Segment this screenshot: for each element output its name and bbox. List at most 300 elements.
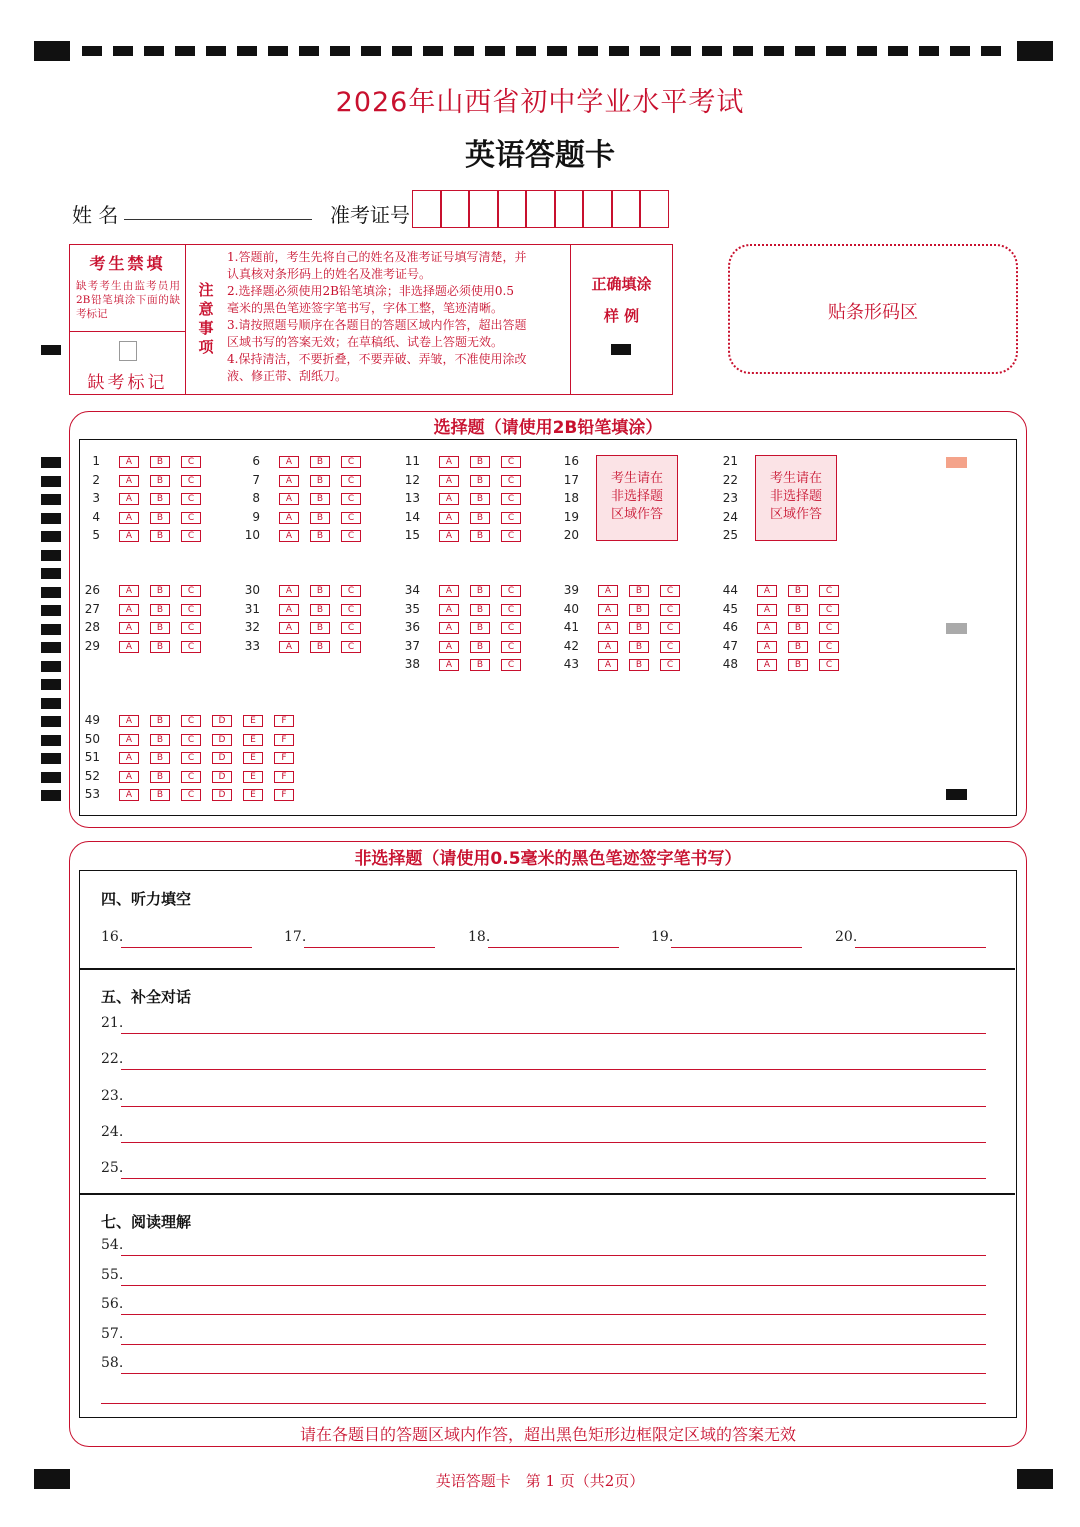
id-digit-box[interactable] xyxy=(441,190,470,228)
timing-dash xyxy=(609,46,629,56)
option-bubble-a[interactable]: A xyxy=(598,622,618,634)
option-bubble-f[interactable]: F xyxy=(274,789,294,801)
answer-blank-16[interactable] xyxy=(121,947,252,948)
answer-line-54[interactable] xyxy=(121,1255,986,1256)
option-bubble-b[interactable]: B xyxy=(470,604,490,616)
answer-line-57[interactable] xyxy=(121,1344,986,1345)
option-bubble-b[interactable]: B xyxy=(310,585,330,597)
option-bubble-b[interactable]: B xyxy=(470,530,490,542)
option-bubble-a[interactable]: A xyxy=(279,604,299,616)
line-number: 25. xyxy=(101,1160,124,1177)
option-bubble-a[interactable]: A xyxy=(119,585,139,597)
question-number: 20 xyxy=(563,528,579,542)
blank-number: 17. xyxy=(284,929,307,945)
left-timing-mark xyxy=(41,661,61,672)
timing-dash xyxy=(795,46,815,56)
option-bubble-a[interactable]: A xyxy=(119,456,139,468)
option-bubble-a[interactable]: A xyxy=(279,456,299,468)
name-label: 姓 名 xyxy=(72,203,119,227)
option-bubble-b[interactable]: B xyxy=(150,604,170,616)
part5-title: 五、补全对话 xyxy=(101,988,192,1006)
option-bubble-b[interactable]: B xyxy=(310,641,330,653)
option-bubble-b[interactable]: B xyxy=(150,715,170,727)
option-bubble-b[interactable]: B xyxy=(470,585,490,597)
option-bubble-b[interactable]: B xyxy=(470,659,490,671)
left-timing-mark xyxy=(41,587,61,598)
question-number: 33 xyxy=(244,639,260,653)
question-number: 7 xyxy=(252,473,260,487)
option-bubble-e[interactable]: E xyxy=(243,734,263,746)
no-answer-zone: 考生请在 非选择题 区域作答 xyxy=(755,455,837,541)
option-bubble-c[interactable]: C xyxy=(181,734,201,746)
option-bubble-a[interactable]: A xyxy=(439,456,459,468)
exam-title: 2026年山西省初中学业水平考试 xyxy=(335,87,745,118)
option-bubble-e[interactable]: E xyxy=(243,771,263,783)
answer-blank-19[interactable] xyxy=(671,947,802,948)
option-bubble-a[interactable]: A xyxy=(119,752,139,764)
question-number: 15 xyxy=(404,528,420,542)
answer-line-25[interactable] xyxy=(121,1178,986,1179)
option-bubble-c[interactable]: C xyxy=(341,493,361,505)
option-bubble-a[interactable]: A xyxy=(119,715,139,727)
id-digit-box[interactable] xyxy=(498,190,527,228)
option-bubble-c[interactable]: C xyxy=(181,585,201,597)
timing-dash xyxy=(547,46,567,56)
part4-title: 四、听力填空 xyxy=(101,890,192,908)
option-bubble-e[interactable]: E xyxy=(243,752,263,764)
option-bubble-c[interactable]: C xyxy=(501,659,521,671)
blank-number: 20. xyxy=(835,929,858,945)
option-bubble-a[interactable]: A xyxy=(439,641,459,653)
option-bubble-b[interactable]: B xyxy=(470,456,490,468)
question-number: 18 xyxy=(563,491,579,505)
option-bubble-c[interactable]: C xyxy=(660,659,680,671)
timing-dash xyxy=(268,46,288,56)
option-bubble-a[interactable]: A xyxy=(439,530,459,542)
line-number: 24. xyxy=(101,1123,124,1140)
left-timing-mark xyxy=(41,753,61,764)
option-bubble-c[interactable]: C xyxy=(181,475,201,487)
id-digit-box[interactable] xyxy=(583,190,612,228)
option-bubble-c[interactable]: C xyxy=(501,641,521,653)
blank-number: 16. xyxy=(101,929,124,945)
option-bubble-b[interactable]: B xyxy=(150,789,170,801)
option-bubble-b[interactable]: B xyxy=(470,622,490,634)
part7-title: 七、阅读理解 xyxy=(101,1213,192,1231)
answer-blank-17[interactable] xyxy=(304,947,435,948)
option-bubble-b[interactable]: B xyxy=(470,641,490,653)
option-bubble-a[interactable]: A xyxy=(439,622,459,634)
forbidden-title: 考生禁填 xyxy=(89,254,166,273)
timing-dash xyxy=(950,46,970,56)
question-number: 28 xyxy=(84,620,100,634)
left-timing-mark xyxy=(41,494,61,505)
option-bubble-a[interactable]: A xyxy=(598,641,618,653)
option-bubble-c[interactable]: C xyxy=(501,585,521,597)
option-bubble-c[interactable]: C xyxy=(660,585,680,597)
question-number: 6 xyxy=(252,454,260,468)
line-number: 58. xyxy=(101,1355,124,1371)
question-number: 49 xyxy=(84,713,100,727)
page-footer: 英语答题卡 第 1 页（共2页） xyxy=(435,1472,645,1490)
option-bubble-a[interactable]: A xyxy=(119,641,139,653)
question-number: 39 xyxy=(563,583,579,597)
timing-dash xyxy=(640,46,660,56)
option-bubble-c[interactable]: C xyxy=(501,475,521,487)
option-bubble-b[interactable]: B xyxy=(629,641,649,653)
question-number: 35 xyxy=(404,602,420,616)
option-bubble-b[interactable]: B xyxy=(150,752,170,764)
question-number: 1 xyxy=(92,454,100,468)
answer-line-23[interactable] xyxy=(121,1106,986,1107)
forbidden-note: 缺考考生由监考员用2B铅笔填涂下面的缺考标记 xyxy=(76,280,180,320)
option-bubble-c[interactable]: C xyxy=(181,604,201,616)
question-number: 12 xyxy=(404,473,420,487)
question-number: 17 xyxy=(563,473,579,487)
option-bubble-c[interactable]: C xyxy=(501,512,521,524)
timing-dash xyxy=(981,46,1001,56)
option-bubble-c[interactable]: C xyxy=(341,475,361,487)
question-number: 13 xyxy=(404,491,420,505)
option-bubble-a[interactable]: A xyxy=(439,512,459,524)
question-number: 48 xyxy=(722,657,738,671)
question-number: 51 xyxy=(84,750,100,764)
timing-dash xyxy=(392,46,412,56)
option-bubble-a[interactable]: A xyxy=(439,493,459,505)
question-number: 14 xyxy=(404,510,420,524)
option-bubble-a[interactable]: A xyxy=(119,530,139,542)
option-bubble-b[interactable]: B xyxy=(150,456,170,468)
question-number: 23 xyxy=(722,491,738,505)
timing-dash-row xyxy=(82,46,1004,56)
blank-number: 19. xyxy=(651,929,674,945)
question-number: 44 xyxy=(722,583,738,597)
option-bubble-b[interactable]: B xyxy=(150,493,170,505)
option-bubble-a[interactable]: A xyxy=(757,641,777,653)
option-bubble-a[interactable]: A xyxy=(119,789,139,801)
sample-label-2: 样 例 xyxy=(603,307,640,325)
question-number: 46 xyxy=(722,620,738,634)
option-bubble-c[interactable]: C xyxy=(819,622,839,634)
option-bubble-b[interactable]: B xyxy=(788,641,808,653)
answer-line-58[interactable] xyxy=(121,1373,986,1374)
option-bubble-c[interactable]: C xyxy=(341,585,361,597)
option-bubble-a[interactable]: A xyxy=(757,622,777,634)
left-timing-mark xyxy=(41,605,61,616)
option-bubble-b[interactable]: B xyxy=(629,604,649,616)
answer-blank-20[interactable] xyxy=(855,947,986,948)
option-bubble-b[interactable]: B xyxy=(629,585,649,597)
timing-dash xyxy=(764,46,784,56)
option-bubble-c[interactable]: C xyxy=(501,604,521,616)
question-number: 50 xyxy=(84,732,100,746)
bottom-note: 请在各题目的答题区域内作答，超出黑色矩形边框限定区域的答案无效 xyxy=(299,1425,796,1444)
answer-blank-18[interactable] xyxy=(488,947,619,948)
left-timing-mark xyxy=(41,716,61,727)
timing-dash xyxy=(919,46,939,56)
option-bubble-a[interactable]: A xyxy=(439,604,459,616)
option-bubble-c[interactable]: C xyxy=(501,456,521,468)
option-bubble-a[interactable]: A xyxy=(279,641,299,653)
question-number: 34 xyxy=(404,583,420,597)
option-bubble-b[interactable]: B xyxy=(150,771,170,783)
option-bubble-d[interactable]: D xyxy=(212,734,232,746)
absent-mark-box[interactable] xyxy=(119,341,137,361)
no-answer-zone: 考生请在 非选择题 区域作答 xyxy=(596,455,678,541)
answer-line-22[interactable] xyxy=(121,1069,986,1070)
option-bubble-b[interactable]: B xyxy=(629,622,649,634)
line-number: 22. xyxy=(101,1051,124,1068)
answer-line-56[interactable] xyxy=(121,1314,986,1315)
option-bubble-b[interactable]: B xyxy=(788,622,808,634)
left-timing-mark xyxy=(41,790,61,801)
option-bubble-b[interactable]: B xyxy=(470,512,490,524)
sample-label: 正确填涂 xyxy=(591,275,652,293)
question-number: 43 xyxy=(563,657,579,671)
option-bubble-c[interactable]: C xyxy=(181,622,201,634)
option-bubble-a[interactable]: A xyxy=(279,512,299,524)
option-bubble-a[interactable]: A xyxy=(279,475,299,487)
timing-dash xyxy=(206,46,226,56)
option-bubble-d[interactable]: D xyxy=(212,789,232,801)
option-bubble-c[interactable]: C xyxy=(819,604,839,616)
notes-heading: 注 意 事 项 xyxy=(198,281,214,356)
question-number: 45 xyxy=(722,602,738,616)
left-timing-mark xyxy=(41,642,61,653)
option-bubble-c[interactable]: C xyxy=(341,622,361,634)
option-bubble-b[interactable]: B xyxy=(150,512,170,524)
id-digit-box[interactable] xyxy=(555,190,584,228)
option-bubble-f[interactable]: F xyxy=(274,715,294,727)
nonchoice-section-title: 非选择题（请使用0.5毫米的黑色笔迹签字笔书写） xyxy=(354,849,742,869)
option-bubble-a[interactable]: A xyxy=(279,530,299,542)
option-bubble-b[interactable]: B xyxy=(629,659,649,671)
question-number: 3 xyxy=(92,491,100,505)
option-bubble-a[interactable]: A xyxy=(279,493,299,505)
option-bubble-c[interactable]: C xyxy=(181,752,201,764)
option-bubble-c[interactable]: C xyxy=(341,604,361,616)
option-bubble-c[interactable]: C xyxy=(341,530,361,542)
option-bubble-a[interactable]: A xyxy=(279,622,299,634)
option-bubble-a[interactable]: A xyxy=(119,475,139,487)
option-bubble-c[interactable]: C xyxy=(660,604,680,616)
line-number: 56. xyxy=(101,1296,124,1312)
timing-dash xyxy=(733,46,753,56)
option-bubble-a[interactable]: A xyxy=(757,604,777,616)
question-number: 24 xyxy=(722,510,738,524)
option-bubble-c[interactable]: C xyxy=(181,512,201,524)
left-timing-mark xyxy=(41,568,61,579)
question-number: 21 xyxy=(722,454,738,468)
line-number: 57. xyxy=(101,1325,124,1342)
instructions-panel xyxy=(69,244,673,395)
left-timing-mark xyxy=(41,624,61,635)
option-bubble-c[interactable]: C xyxy=(181,456,201,468)
option-bubble-a[interactable]: A xyxy=(119,604,139,616)
option-bubble-c[interactable]: C xyxy=(501,530,521,542)
absent-mark-label: 缺考标记 xyxy=(87,373,168,393)
timing-dash xyxy=(237,46,257,56)
option-bubble-c[interactable]: C xyxy=(181,641,201,653)
option-bubble-b[interactable]: B xyxy=(150,475,170,487)
option-bubble-c[interactable]: C xyxy=(501,622,521,634)
question-number: 16 xyxy=(563,454,579,468)
line-number: 55. xyxy=(101,1266,124,1283)
option-bubble-d[interactable]: D xyxy=(212,715,232,727)
option-bubble-a[interactable]: A xyxy=(757,585,777,597)
timing-dash xyxy=(578,46,598,56)
question-number: 47 xyxy=(722,639,738,653)
question-number: 27 xyxy=(84,602,100,616)
option-bubble-b[interactable]: B xyxy=(788,659,808,671)
corner-mark-top-right xyxy=(1017,41,1053,61)
timing-dash xyxy=(299,46,319,56)
option-bubble-c[interactable]: C xyxy=(819,641,839,653)
option-bubble-c[interactable]: C xyxy=(819,585,839,597)
timing-dash xyxy=(330,46,350,56)
choice-section-title: 选择题（请使用2B铅笔填涂） xyxy=(433,418,663,438)
timing-dash xyxy=(888,46,908,56)
option-bubble-c[interactable]: C xyxy=(341,456,361,468)
option-bubble-a[interactable]: A xyxy=(598,604,618,616)
id-number-boxes[interactable] xyxy=(412,190,669,228)
line-number: 54. xyxy=(101,1237,124,1253)
marker-black xyxy=(946,789,967,800)
option-bubble-a[interactable]: A xyxy=(119,512,139,524)
option-bubble-f[interactable]: F xyxy=(274,734,294,746)
option-bubble-b[interactable]: B xyxy=(470,493,490,505)
option-bubble-c[interactable]: C xyxy=(341,641,361,653)
option-bubble-e[interactable]: E xyxy=(243,789,263,801)
option-bubble-c[interactable]: C xyxy=(341,512,361,524)
answer-line-21[interactable] xyxy=(121,1033,986,1034)
question-number: 32 xyxy=(244,620,260,634)
left-timing-mark xyxy=(41,679,61,690)
option-bubble-d[interactable]: D xyxy=(212,771,232,783)
timing-dash xyxy=(361,46,381,56)
option-bubble-e[interactable]: E xyxy=(243,715,263,727)
id-digit-box[interactable] xyxy=(412,190,441,228)
option-bubble-b[interactable]: B xyxy=(310,604,330,616)
nonchoice-answer-area xyxy=(79,870,1017,1418)
option-bubble-b[interactable]: B xyxy=(310,475,330,487)
timing-dash xyxy=(454,46,474,56)
question-number: 19 xyxy=(563,510,579,524)
id-digit-box[interactable] xyxy=(526,190,555,228)
option-bubble-b[interactable]: B xyxy=(150,530,170,542)
question-number: 53 xyxy=(84,787,100,801)
option-bubble-c[interactable]: C xyxy=(181,493,201,505)
option-bubble-c[interactable]: C xyxy=(181,771,201,783)
option-bubble-b[interactable]: B xyxy=(310,622,330,634)
timing-dash xyxy=(423,46,443,56)
option-bubble-a[interactable]: A xyxy=(279,585,299,597)
question-number: 37 xyxy=(404,639,420,653)
option-bubble-a[interactable]: A xyxy=(598,585,618,597)
option-bubble-a[interactable]: A xyxy=(598,659,618,671)
option-bubble-b[interactable]: B xyxy=(150,641,170,653)
question-number: 29 xyxy=(84,639,100,653)
option-bubble-a[interactable]: A xyxy=(119,622,139,634)
option-bubble-b[interactable]: B xyxy=(310,512,330,524)
option-bubble-b[interactable]: B xyxy=(310,456,330,468)
option-bubble-a[interactable]: A xyxy=(439,475,459,487)
line-number: 23. xyxy=(101,1087,124,1104)
question-number: 25 xyxy=(722,528,738,542)
left-timing-mark xyxy=(41,457,61,468)
question-number: 2 xyxy=(92,473,100,487)
option-bubble-f[interactable]: F xyxy=(274,752,294,764)
option-bubble-c[interactable]: C xyxy=(181,715,201,727)
question-number: 10 xyxy=(244,528,260,542)
option-bubble-b[interactable]: B xyxy=(788,585,808,597)
marker-gray xyxy=(946,623,967,634)
option-bubble-c[interactable]: C xyxy=(501,493,521,505)
option-bubble-c[interactable]: C xyxy=(660,622,680,634)
left-timing-mark xyxy=(41,772,61,783)
option-bubble-d[interactable]: D xyxy=(212,752,232,764)
question-number: 30 xyxy=(244,583,260,597)
option-bubble-a[interactable]: A xyxy=(439,585,459,597)
option-bubble-a[interactable]: A xyxy=(119,734,139,746)
option-bubble-c[interactable]: C xyxy=(660,641,680,653)
option-bubble-c[interactable]: C xyxy=(819,659,839,671)
option-bubble-a[interactable]: A xyxy=(119,771,139,783)
option-bubble-b[interactable]: B xyxy=(150,585,170,597)
left-timing-mark xyxy=(41,476,61,487)
option-bubble-b[interactable]: B xyxy=(788,604,808,616)
option-bubble-b[interactable]: B xyxy=(470,475,490,487)
timing-dash xyxy=(671,46,691,56)
timing-dash xyxy=(516,46,536,56)
name-field[interactable] xyxy=(124,219,312,220)
marker-salmon xyxy=(946,457,967,468)
left-timing-mark xyxy=(41,698,61,709)
question-number: 52 xyxy=(84,769,100,783)
corner-mark-top-left xyxy=(34,41,70,61)
left-timing-mark xyxy=(41,550,61,561)
answer-line-24[interactable] xyxy=(121,1142,986,1143)
option-bubble-b[interactable]: B xyxy=(150,622,170,634)
question-number: 4 xyxy=(92,510,100,524)
card-subtitle: 英语答题卡 xyxy=(465,138,615,173)
timing-dash xyxy=(82,46,102,56)
option-bubble-a[interactable]: A xyxy=(757,659,777,671)
option-bubble-b[interactable]: B xyxy=(310,530,330,542)
barcode-area xyxy=(728,244,1018,374)
question-number: 40 xyxy=(563,602,579,616)
option-bubble-c[interactable]: C xyxy=(181,789,201,801)
barcode-label: 贴条形码区 xyxy=(828,302,918,323)
question-number: 9 xyxy=(252,510,260,524)
id-digit-box[interactable] xyxy=(612,190,641,228)
line-number: 21. xyxy=(101,1015,124,1031)
id-digit-box[interactable] xyxy=(640,190,669,228)
id-label: 准考证号 xyxy=(330,203,410,227)
option-bubble-c[interactable]: C xyxy=(181,530,201,542)
option-bubble-b[interactable]: B xyxy=(150,734,170,746)
option-bubble-a[interactable]: A xyxy=(119,493,139,505)
extra-answer-line[interactable] xyxy=(101,1403,986,1404)
answer-line-55[interactable] xyxy=(121,1285,986,1286)
id-digit-box[interactable] xyxy=(469,190,498,228)
option-bubble-a[interactable]: A xyxy=(439,659,459,671)
option-bubble-b[interactable]: B xyxy=(310,493,330,505)
option-bubble-f[interactable]: F xyxy=(274,771,294,783)
question-number: 31 xyxy=(244,602,260,616)
timing-dash xyxy=(113,46,133,56)
side-mark xyxy=(41,345,61,355)
